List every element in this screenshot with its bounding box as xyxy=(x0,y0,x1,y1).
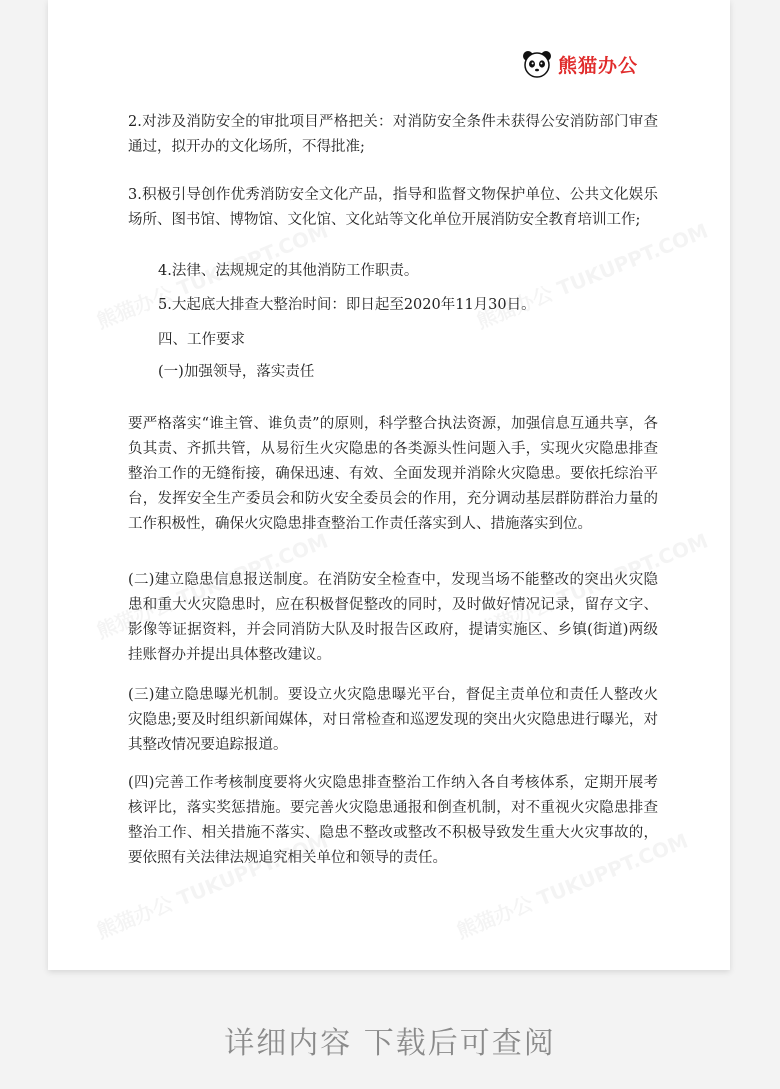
paragraph-item-5: 5.大起底大排查大整治时间：即日起至2020年11月30日。 xyxy=(158,297,536,313)
subsection-heading: (一)加强领导，落实责任 xyxy=(158,364,315,380)
brand-name: 熊猫办公 xyxy=(557,54,638,77)
paragraph-leadership: 要严格落实“谁主管、谁负责”的原则，科学整合执法资源，加强信息互通共享，各负其责、齐抓共管，从易衍生火灾隐患的各类源头性问题入手，实现火灾隐患排查整治工作的无缝衔接，确保迅速、有效、全面发现并消除火灾隐患。要依托综治平台，发挥安全生产委员会和防火安全委员会的作用，充分调动基层群防群治力量的工作积极性，确保火灾隐患排查整治工作责任落实到人、措施落实到位。 xyxy=(128,416,658,532)
paragraph-assessment: (四)完善工作考核制度要将火灾隐患排查整治工作纳入各自考核体系，定期开展考核评比，落实奖惩措施。要完善火灾隐患通报和倒查机制，对不重视火灾隐患排查整治工作、相关措施不落实、隐患不整改或整改不积极导致发生重大火灾事故的，要依照有关法律法规追究相关单位和领导的责任。 xyxy=(128,775,658,866)
download-hint: 详细内容 下载后可查阅 xyxy=(224,1026,556,1061)
paragraph-reporting: (二)建立隐患信息报送制度。在消防安全检查中，发现当场不能整改的突出火灾隐患和重大火灾隐患时，应在积极督促整改的同时，及时做好情况记录，留存文字、影像等证据资料，并会同消防大队及时报告区政府，提请实施区、乡镇(街道)两级挂账督办并提出具体整改建议。 xyxy=(128,572,658,663)
panda-icon xyxy=(522,50,552,78)
paragraph-item-2: 2.对涉及消防安全的审批项目严格把关：对消防安全条件未获得公安消防部门审查通过，拟开办的文化场所，不得批准; xyxy=(128,114,658,155)
brand-logo xyxy=(522,50,638,78)
paragraph-item-4: 4.法律、法规规定的其他消防工作职责。 xyxy=(158,263,419,279)
paragraph-exposure: (三)建立隐患曝光机制。要设立火灾隐患曝光平台，督促主责单位和责任人整改火灾隐患;要及时组织新闻媒体，对日常检查和巡逻发现的突出火灾隐患进行曝光，对其整改情况要追踪报道。 xyxy=(128,687,658,753)
section-heading: 四、工作要求 xyxy=(158,332,245,348)
paragraph-item-3: 3.积极引导创作优秀消防安全文化产品，指导和监督文物保护单位、公共文化娱乐场所、图书馆、博物馆、文化馆、文化站等文化单位开展消防安全教育培训工作; xyxy=(128,187,658,228)
